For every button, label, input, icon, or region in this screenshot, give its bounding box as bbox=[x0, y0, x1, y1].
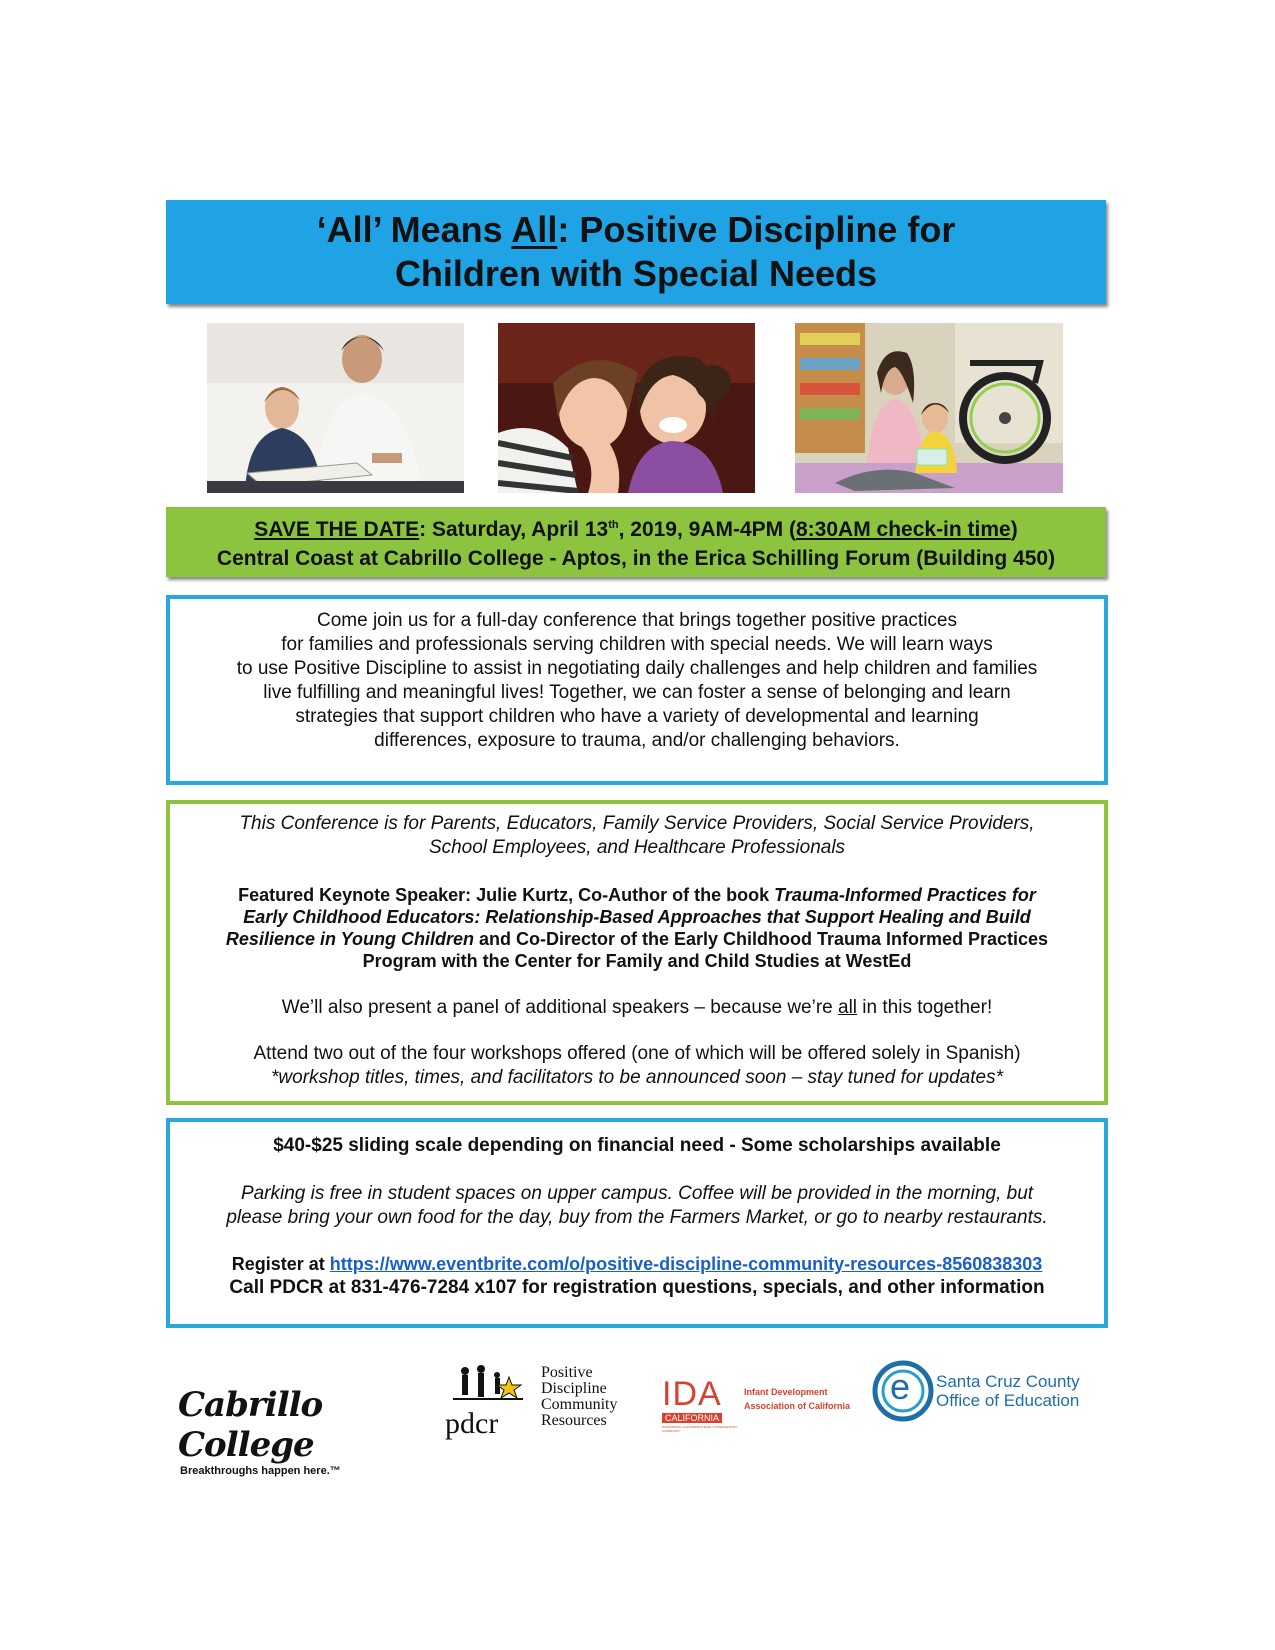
cabrillo-college-logo: Cabrillo College Breakthroughs happen here.™ bbox=[178, 1385, 341, 1477]
intro-line: to use Positive Discipline to assist in negotiating daily challenges and help children and families bbox=[236, 658, 1038, 679]
family-figures-icon bbox=[453, 1365, 523, 1405]
pdcr-logo: pdcr Positive Discipline Community Resources bbox=[445, 1364, 618, 1440]
photo-girls-laughing bbox=[498, 323, 755, 493]
keynote-line: Featured Keynote Speaker: Julie Kurtz, Co-Author of the book Trauma-Informed Practices for bbox=[238, 885, 1036, 905]
photo-mother-daughter-wheelchair bbox=[795, 323, 1063, 493]
intro-line: strategies that support children who have a variety of developmental and learning bbox=[295, 706, 979, 727]
parking-line: Parking is free in student spaces on upper campus. Coffee will be provided in the morning, but bbox=[240, 1183, 1034, 1204]
keynote-line: Program with the Center for Family and Child Studies at WestEd bbox=[362, 951, 912, 971]
save-the-date-banner bbox=[166, 507, 1106, 577]
title-banner bbox=[166, 200, 1106, 304]
call-line: Call PDCR at 831-476-7284 x107 for registration questions, specials, and other information bbox=[229, 1277, 1045, 1298]
intro-box bbox=[166, 595, 1108, 785]
intro-line: differences, exposure to trauma, and/or challenging behaviors. bbox=[374, 730, 900, 751]
cost-box bbox=[166, 1118, 1108, 1328]
register-link[interactable]: https://www.eventbrite.com/o/positive-discipline-community-resources-8560838303 bbox=[329, 1254, 1043, 1274]
panel-line: We’ll also present a panel of additional speakers – because we’re all in this together! bbox=[281, 997, 993, 1018]
event-location: Central Coast at Cabrillo College - Aptos, in the Erica Schilling Forum (Building 450) bbox=[216, 547, 1056, 570]
intro-line: Come join us for a full-day conference that brings together positive practices bbox=[317, 610, 957, 631]
ida-logo: IDA CALIFORNIA SUPPORTING CALIFORNIA'S EARLY INTERVENTION COMMUNITY Infant Development Association of California bbox=[662, 1375, 851, 1433]
audience-line: This Conference is for Parents, Educators, Family Service Providers, Social Service Providers, bbox=[239, 813, 1035, 834]
title-line-1: ‘All’ Means All: Positive Discipline for bbox=[316, 209, 956, 250]
workshops-line: Attend two out of the four workshops offered (one of which will be offered solely in Spanish) bbox=[253, 1043, 1021, 1064]
sliding-scale: $40-$25 sliding scale depending on financial need - Some scholarships available bbox=[273, 1135, 1001, 1156]
intro-line: live fulfilling and meaningful lives! Together, we can foster a sense of belonging and learn bbox=[263, 682, 1011, 703]
parking-line: please bring your own food for the day, buy from the Farmers Market, or go to nearby restaurants. bbox=[226, 1207, 1048, 1228]
event-date-line: SAVE THE DATE: Saturday, April 13th, 2019, 9AM-4PM (8:30AM check-in time) bbox=[254, 518, 1018, 541]
workshops-note: *workshop titles, times, and facilitators to be announced soon – stay tuned for updates* bbox=[271, 1067, 1003, 1088]
title-line-2: Children with Special Needs bbox=[394, 253, 878, 294]
audience-box bbox=[166, 800, 1108, 1105]
audience-line: School Employees, and Healthcare Professionals bbox=[428, 837, 846, 858]
keynote-line: Early Childhood Educators: Relationship-Based Approaches that Support Healing and Build bbox=[243, 907, 1031, 927]
sccoe-logo: e Santa Cruz County Office of Education bbox=[872, 1360, 1092, 1430]
keynote-line: Resilience in Young Children and Co-Director of the Early Childhood Trauma Informed Practices bbox=[225, 929, 1049, 949]
register-line: Register at https://www.eventbrite.com/o/positive-discipline-community-resources-8560838303 bbox=[231, 1254, 1043, 1274]
photo-father-son-reading bbox=[207, 323, 464, 493]
intro-line: for families and professionals serving children with special needs. We will learn ways bbox=[281, 634, 993, 655]
